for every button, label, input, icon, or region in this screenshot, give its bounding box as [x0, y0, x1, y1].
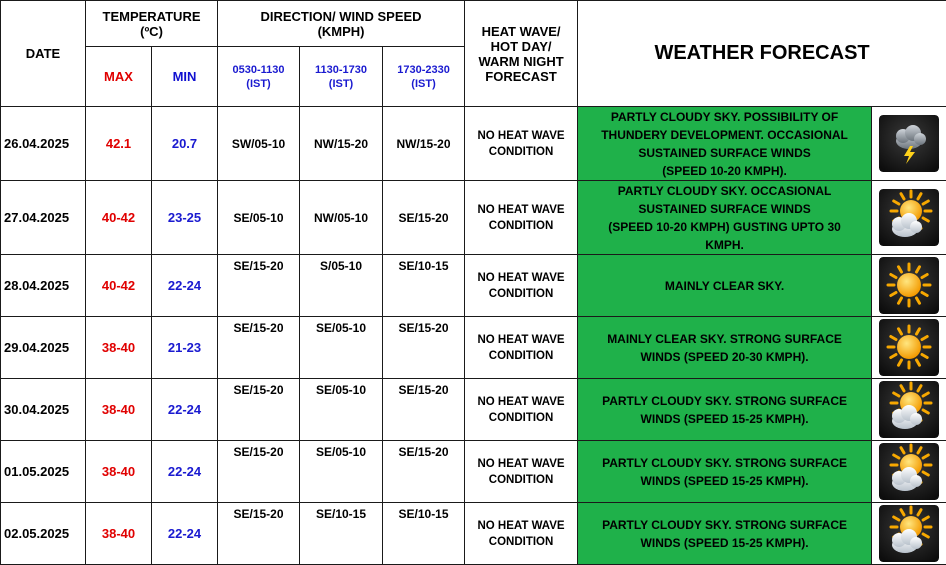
slot-header-2: [300, 47, 383, 107]
heatwave-text: NO HEAT WAVE: [465, 394, 577, 410]
heatwave-text: CONDITION: [465, 472, 577, 488]
min-temp-cell: 22-24: [152, 379, 218, 441]
heatwave-line: HOT DAY/: [465, 39, 577, 54]
date-cell: 29.04.2025: [1, 317, 86, 379]
heatwave-cell: [465, 255, 578, 317]
wind-cell: SE/15-20: [218, 503, 300, 565]
weather-icon-cell: [872, 255, 946, 317]
heatwave-line: FORECAST: [465, 69, 577, 84]
slot-zone: (IST): [383, 77, 464, 91]
weather-icon-cell: [872, 379, 946, 441]
weather-icon-cell: [872, 107, 946, 181]
max-temp-cell: 40-42: [86, 181, 152, 255]
date-cell: 28.04.2025: [1, 255, 86, 317]
thunderstorm-icon: [879, 115, 939, 172]
slot-time: 1730-2330: [383, 63, 464, 77]
forecast-text: SUSTAINED SURFACE WINDS: [584, 144, 865, 162]
heatwave-cell: [465, 181, 578, 255]
forecast-text: (SPEED 10-20 KMPH).: [584, 162, 865, 180]
forecast-text: WINDS (SPEED 15-25 KMPH).: [584, 472, 865, 490]
heatwave-cell: [465, 441, 578, 503]
heatwave-line: WARM NIGHT: [465, 54, 577, 69]
forecast-text: PARTLY CLOUDY SKY. STRONG SURFACE: [584, 392, 865, 410]
temperature-unit: (ºC): [86, 24, 217, 39]
max-temp-cell: 38-40: [86, 503, 152, 565]
forecast-text: THUNDERY DEVELOPMENT. OCCASIONAL: [584, 126, 865, 144]
wind-cell: SW/05-10: [218, 107, 300, 181]
forecast-rows: [1, 107, 946, 565]
forecast-text: PARTLY CLOUDY SKY. STRONG SURFACE: [584, 454, 865, 472]
wind-cell: SE/10-15: [300, 503, 383, 565]
slot-header-3: [383, 47, 465, 107]
sunny-icon: [879, 319, 939, 376]
forecast-text: (SPEED 10-20 KMPH) GUSTING UPTO 30: [584, 218, 865, 236]
date-cell: 01.05.2025: [1, 441, 86, 503]
wind-label: DIRECTION/ WIND SPEED: [218, 9, 464, 24]
min-temp-cell: 20.7: [152, 107, 218, 181]
wind-cell: SE/05-10: [300, 441, 383, 503]
forecast-text: MAINLY CLEAR SKY. STRONG SURFACE: [584, 330, 865, 348]
min-header: MIN: [152, 47, 218, 107]
partly-cloudy-icon: [879, 505, 939, 562]
temperature-label: TEMPERATURE: [86, 9, 217, 24]
forecast-text: MAINLY CLEAR SKY.: [584, 277, 865, 295]
wind-cell: SE/15-20: [383, 441, 465, 503]
forecast-text: WINDS (SPEED 15-25 KMPH).: [584, 534, 865, 552]
wind-cell: SE/15-20: [383, 181, 465, 255]
wind-cell: SE/15-20: [218, 441, 300, 503]
heatwave-text: NO HEAT WAVE: [465, 202, 577, 218]
slot-time: 1130-1730: [300, 63, 382, 77]
weather-icon-cell: [872, 317, 946, 379]
date-cell: 02.05.2025: [1, 503, 86, 565]
forecast-cell: [578, 503, 872, 565]
forecast-text: WINDS (SPEED 20-30 KMPH).: [584, 348, 865, 366]
table-row: [1, 379, 946, 441]
heatwave-line: HEAT WAVE/: [465, 24, 577, 39]
wind-cell: SE/15-20: [218, 255, 300, 317]
forecast-text: KMPH.: [584, 236, 865, 254]
forecast-text: WINDS (SPEED 15-25 KMPH).: [584, 410, 865, 428]
heatwave-text: CONDITION: [465, 348, 577, 364]
sunny-icon: [879, 257, 939, 314]
heatwave-text: CONDITION: [465, 286, 577, 302]
forecast-cell: [578, 317, 872, 379]
wind-cell: NW/15-20: [300, 107, 383, 181]
heatwave-cell: [465, 379, 578, 441]
heatwave-text: CONDITION: [465, 218, 577, 234]
min-temp-cell: 22-24: [152, 503, 218, 565]
max-temp-cell: 38-40: [86, 317, 152, 379]
max-header: MAX: [86, 47, 152, 107]
heatwave-text: NO HEAT WAVE: [465, 128, 577, 144]
max-temp-cell: 38-40: [86, 441, 152, 503]
slot-time: 0530-1130: [218, 63, 299, 77]
heatwave-text: NO HEAT WAVE: [465, 456, 577, 472]
forecast-cell: [578, 379, 872, 441]
table-row: [1, 503, 946, 565]
heatwave-text: NO HEAT WAVE: [465, 518, 577, 534]
wind-cell: NW/15-20: [383, 107, 465, 181]
heatwave-text: CONDITION: [465, 534, 577, 550]
min-temp-cell: 21-23: [152, 317, 218, 379]
table-row: [1, 441, 946, 503]
wind-cell: SE/15-20: [383, 379, 465, 441]
wind-cell: SE/15-20: [218, 317, 300, 379]
heatwave-text: NO HEAT WAVE: [465, 270, 577, 286]
wind-cell: NW/05-10: [300, 181, 383, 255]
wind-cell: SE/05-10: [218, 181, 300, 255]
weather-icon-cell: [872, 181, 946, 255]
table-row: [1, 317, 946, 379]
heatwave-text: CONDITION: [465, 144, 577, 160]
forecast-cell: [578, 181, 872, 255]
weather-icon-cell: [872, 503, 946, 565]
partly-cloudy-icon: [879, 189, 939, 246]
forecast-text: PARTLY CLOUDY SKY. STRONG SURFACE: [584, 516, 865, 534]
max-temp-cell: 38-40: [86, 379, 152, 441]
heatwave-header: [465, 1, 578, 107]
heatwave-cell: [465, 107, 578, 181]
slot-header-1: [218, 47, 300, 107]
forecast-cell: [578, 255, 872, 317]
weather-forecast-header: WEATHER FORECAST: [578, 1, 946, 107]
wind-cell: SE/05-10: [300, 317, 383, 379]
wind-cell: S/05-10: [300, 255, 383, 317]
heatwave-text: CONDITION: [465, 410, 577, 426]
min-temp-cell: 23-25: [152, 181, 218, 255]
date-header: DATE: [1, 1, 86, 107]
wind-header: [218, 1, 465, 47]
table-row: [1, 255, 946, 317]
wind-cell: SE/10-15: [383, 503, 465, 565]
forecast-cell: [578, 441, 872, 503]
slot-zone: (IST): [218, 77, 299, 91]
partly-cloudy-icon: [879, 381, 939, 438]
table-row: [1, 181, 946, 255]
temperature-header: [86, 1, 218, 47]
partly-cloudy-icon: [879, 443, 939, 500]
wind-cell: SE/15-20: [383, 317, 465, 379]
wind-cell: SE/15-20: [218, 379, 300, 441]
min-temp-cell: 22-24: [152, 441, 218, 503]
forecast-text: PARTLY CLOUDY SKY. POSSIBILITY OF: [584, 108, 865, 126]
weather-icon-cell: [872, 441, 946, 503]
date-cell: 30.04.2025: [1, 379, 86, 441]
max-temp-cell: 42.1: [86, 107, 152, 181]
forecast-cell: [578, 107, 872, 181]
heatwave-cell: [465, 317, 578, 379]
forecast-text: PARTLY CLOUDY SKY. OCCASIONAL: [584, 182, 865, 200]
wind-unit: (KMPH): [218, 24, 464, 39]
forecast-text: SUSTAINED SURFACE WINDS: [584, 200, 865, 218]
heatwave-cell: [465, 503, 578, 565]
wind-cell: SE/10-15: [383, 255, 465, 317]
table-row: [1, 107, 946, 181]
min-temp-cell: 22-24: [152, 255, 218, 317]
date-cell: 27.04.2025: [1, 181, 86, 255]
heatwave-text: NO HEAT WAVE: [465, 332, 577, 348]
max-temp-cell: 40-42: [86, 255, 152, 317]
date-cell: 26.04.2025: [1, 107, 86, 181]
slot-zone: (IST): [300, 77, 382, 91]
wind-cell: SE/05-10: [300, 379, 383, 441]
